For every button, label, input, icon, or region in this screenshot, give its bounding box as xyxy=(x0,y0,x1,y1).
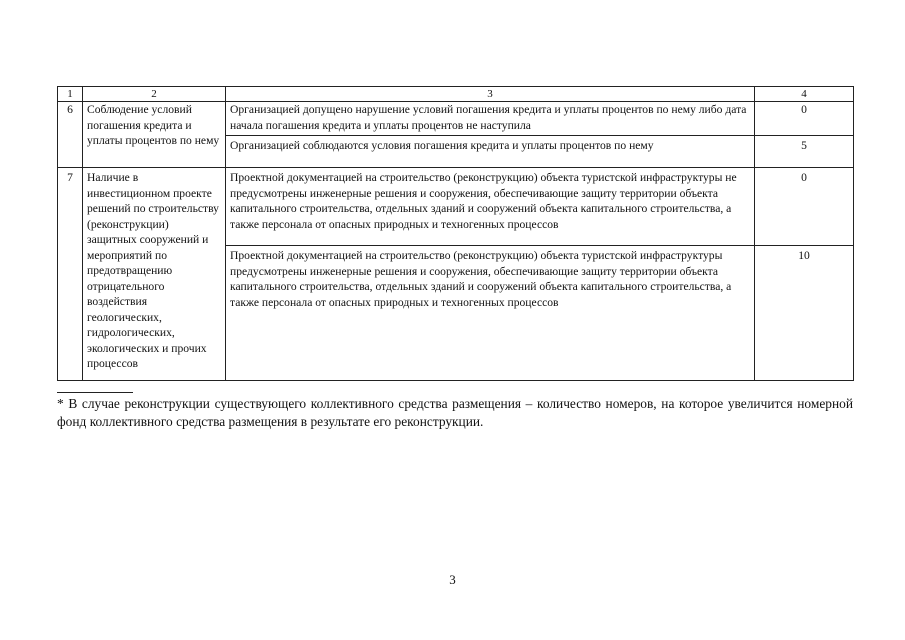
option-description: Организацией допущено нарушение условий погашения кредита и уплаты процентов по нему либо дата начала погашения кредита и уплаты процентов не наступила xyxy=(226,102,755,136)
criteria-table xyxy=(57,86,854,381)
option-score: 0 xyxy=(755,102,854,136)
footnote-divider xyxy=(57,392,133,393)
option-score: 5 xyxy=(755,136,854,168)
header-cell: 4 xyxy=(755,87,854,102)
table-row xyxy=(58,168,854,246)
criterion-cell: Наличие в инвестиционном проекте решений по строительству (реконструкции) защитных сооружений и мероприятий по предотвращению отрицательного воздействия геологических, гидрологических, экологических и прочих процессов xyxy=(83,168,226,381)
page-number: 3 xyxy=(449,572,456,587)
criterion-cell: Соблюдение условий погашения кредита и уплаты процентов по нему xyxy=(83,102,226,168)
header-cell: 2 xyxy=(83,87,226,102)
header-cell: 1 xyxy=(58,87,83,102)
table-header-row xyxy=(58,87,854,102)
option-description: Проектной документацией на строительство (реконструкцию) объекта туристской инфраструктуры предусмотрены инженерные решения и сооружения, обеспечивающие защиту территории объекта капитального строительства, отдельных зданий и сооружений объекта капитального строительства, а также персонала от опасных природных и техногенных процессов xyxy=(226,246,755,381)
option-score: 0 xyxy=(755,168,854,246)
table-row xyxy=(58,102,854,136)
header-cell: 3 xyxy=(226,87,755,102)
footnote: * В случае реконструкции существующего коллективного средства размещения – количество номеров, на которое увеличится номерной фонд коллективного средства размещения в результате его реконструкции. xyxy=(57,396,853,429)
option-score: 10 xyxy=(755,246,854,381)
option-description: Организацией соблюдаются условия погашения кредита и уплаты процентов по нему xyxy=(226,136,755,168)
option-description: Проектной документацией на строительство (реконструкцию) объекта туристской инфраструктуры не предусмотрены инженерные решения и сооружения, обеспечивающие защиту территории объекта капитального строительства, отдельных зданий и сооружений объекта капитального строительства, а также персонала от опасных природных и техногенных процессов xyxy=(226,168,755,246)
row-number: 6 xyxy=(58,102,83,168)
row-number: 7 xyxy=(58,168,83,381)
